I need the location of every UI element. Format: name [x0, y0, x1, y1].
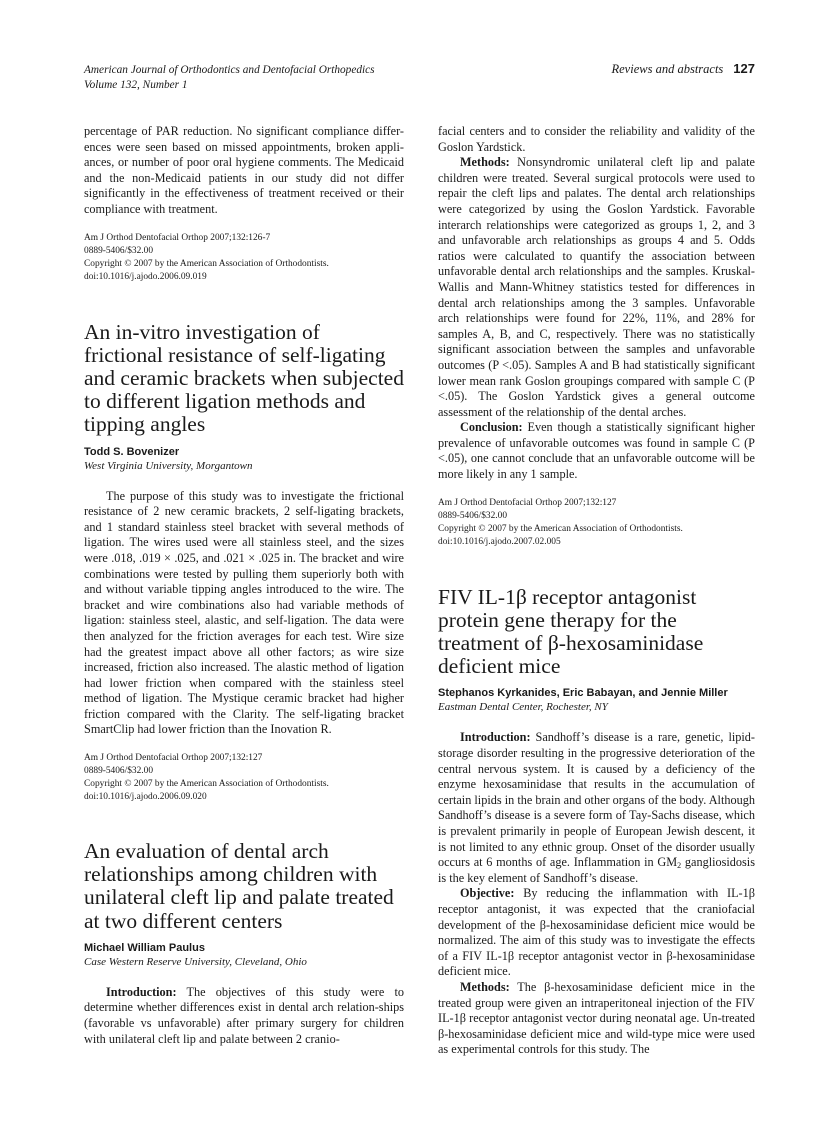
running-header-left — [84, 63, 375, 93]
methods-text: The β-hexosaminidase deficient mice in the treated group were given an intraperitoneal injection of the FIV IL-1β receptor antagonist vector during neonatal age. Un-treated β-hexosaminidase deficient mice and wild-type mice were used as experimental controls for this study. The — [438, 979, 755, 1057]
article-introduction — [84, 985, 404, 1047]
introduction-text: Sandhoff’s disease is a rare, genetic, lipid-storage disorder resulting in the progressive deterioration of the central nervous system. It is caused by a deficiency of the enzyme hexosaminidase that results in the accumulation of certain lipids in the brain and other organs of the body. Although Sandhoff’s disease is a severe form of Tay-Sachs disease, which is prevalent primarily in people of European Jewish descent, it is not limited to any ethnic group. Onset of the disorder usually occurs at 6 months of age. Inflammation in GM — [438, 730, 755, 870]
article-authors: Stephanos Kyrkanides, Eric Babayan, and Jennie Miller — [438, 687, 728, 700]
article-fiv-gene-therapy — [438, 586, 755, 1058]
subscript-2: 2 — [677, 861, 682, 871]
methods-text: Nonsyndromic unilateral cleft lip and palate children were treated. Several surgical protocols were used to repair the cleft lips and palates. The dental arch relationships were categorized by using the Goslon Yardstick. Favorable interarch relationships were categorized as groups 1, 2, and 3 and unfavorable arch relationships as groups 4 and 5. Odds ratios were calculated to quantify the association between unfavorable dental arch relationships and the samples. Kruskal-Wallis and Mann-Whitney statistics tested for differences in dental arch relationships among the 3 samples. Unfavorable arch relationships were found for 22%, 11%, and 28% for samples A, B, and C, respectively. There was no statistically significant association between the samples and unfavorable outcomes (P <.05). Samples A and B had statistically significant lower mean rank Goslon groupings compared with sample C (P <.05). The Goslon Yardstick gives a general outcome assessment of the relationship of the dental arches. — [438, 155, 755, 419]
journal-name: American Journal of Orthodontics and Dentofacial Orthopedics — [84, 64, 375, 76]
citation-block-3 — [438, 497, 755, 549]
introduction-paragraph — [438, 730, 755, 886]
methods-label: Methods: — [460, 979, 510, 994]
article-dental-arch — [84, 840, 404, 1047]
article-author: Michael William Paulus — [84, 941, 205, 954]
citation-copyright: Copyright © 2007 by the American Association of Orthodontists. — [84, 258, 329, 269]
citation-issn: 0889-5406/$32.00 — [438, 510, 508, 521]
introduction-label: Introduction: — [460, 730, 531, 745]
article-frictional-resistance — [84, 321, 404, 805]
citation-block-2 — [84, 752, 404, 804]
introduction-text-cont: gangliosidosis is the key element of Sandhoff’s disease. — [438, 855, 755, 885]
section-name: Reviews and abstracts — [611, 62, 724, 76]
citation-reference: Am J Orthod Dentofacial Orthop 2007;132:127 — [438, 497, 617, 508]
introduction-text: The objectives of this study were to determine whether differences exist in dental arch relation-ships (favorable vs unfavorable) after primary surgery for children with unilateral cleft lip and palate between 2 cranio- — [84, 984, 404, 1046]
conclusion-label: Conclusion: — [460, 420, 523, 435]
objective-label: Objective: — [460, 886, 515, 901]
citation-block-1 — [84, 232, 404, 284]
objective-paragraph — [438, 886, 755, 980]
article-affiliation: West Virginia University, Morgantown — [84, 459, 253, 472]
introduction-continued: facial centers and to consider the reliability and validity of the Goslon Yardstick. — [438, 124, 755, 154]
introduction-label: Introduction: — [106, 984, 177, 999]
conclusion-paragraph — [438, 420, 755, 482]
citation-doi: doi:10.1016/j.ajodo.2006.09.019 — [84, 271, 207, 282]
article-title: An in-vitro investigation of frictional resistance of self-ligating and ceramic brackets when subjected to different ligation methods and tipping angles — [84, 319, 404, 437]
page-number: 127 — [733, 61, 755, 76]
citation-doi: doi:10.1016/j.ajodo.2006.09.020 — [84, 792, 207, 803]
citation-issn: 0889-5406/$32.00 — [84, 245, 154, 256]
article-affiliation: Eastman Dental Center, Rochester, NY — [438, 701, 608, 714]
article-title: An evaluation of dental arch relationships among children with unilateral cleft lip and palate treated at two different centers — [84, 839, 394, 933]
methods-label: Methods: — [460, 155, 510, 170]
running-header-right — [612, 61, 756, 77]
methods-paragraph — [438, 980, 755, 1058]
article-author: Todd S. Bovenizer — [84, 445, 180, 458]
journal-volume: Volume 132, Number 1 — [84, 79, 188, 91]
conclusion-text: Even though a statistically significant higher prevalence of unfavorable outcomes was found in sample C (P <.05), one cannot conclude that an unfavorable outcome will be more likely in any 1 sample. — [438, 420, 755, 482]
left-column — [84, 124, 404, 1047]
citation-reference: Am J Orthod Dentofacial Orthop 2007;132:127 — [84, 753, 263, 764]
article-affiliation: Case Western Reserve University, Cleveland, Ohio — [84, 955, 307, 968]
continued-abstract-text: percentage of PAR reduction. No significant compliance differ-ences were seen based on missed appointments, broken appli-ances, or number of poor oral hygiene comments. The Medicaid and the non-Medicaid patients in our study did not differ significantly in the effectiveness of treatment received or their compliance with treatment. — [84, 124, 404, 216]
citation-copyright: Copyright © 2007 by the American Association of Orthodontists. — [84, 779, 329, 790]
citation-issn: 0889-5406/$32.00 — [84, 766, 154, 777]
objective-text: By reducing the inflammation with IL-1β receptor antagonist, it was expected that the craniofacial development of the β-hexosaminidase deficient mice would be normalized. The aim of this study was to investigate the effects of a FIV IL-1β receptor antagonist vector in β-hexosaminidase deficient mice. — [438, 886, 755, 979]
citation-copyright: Copyright © 2007 by the American Association of Orthodontists. — [438, 523, 683, 534]
citation-reference: Am J Orthod Dentofacial Orthop 2007;132:126-7 — [84, 232, 271, 243]
right-column — [438, 124, 755, 1058]
methods-paragraph — [438, 155, 755, 420]
article-title: FIV IL-1β receptor antagonist protein gene therapy for the treatment of β-hexosaminidase deficient mice — [438, 584, 704, 679]
citation-doi: doi:10.1016/j.ajodo.2007.02.005 — [438, 536, 561, 547]
article-abstract: The purpose of this study was to investigate the frictional resistance of 2 new ceramic brackets, 2 self-ligating brackets, and 1 standard stainless steel bracket with several methods of ligation. The wires used were all stainless steel, and the sizes were .018, .019 × .025, and .021 × .025 in. The bracket and wire combinations were tested by pulling them superiorly both with and without variable tipping angles introduced to the wire. The bracket and wire combinations also had variable methods of ligation: stainless steel, alastic, and self-ligation. The data were then analyzed for the friction averages for each test. Wire size had the greatest impact above all other factors; as wire size increased, friction also increased. The alastic method of ligation had lower friction when compared with the stainless steel method of ligation. The Mystique ceramic bracket had higher friction compared with the Clarity. The self-ligating bracket SmartClip had lower friction than the Inovation R. — [84, 488, 404, 737]
